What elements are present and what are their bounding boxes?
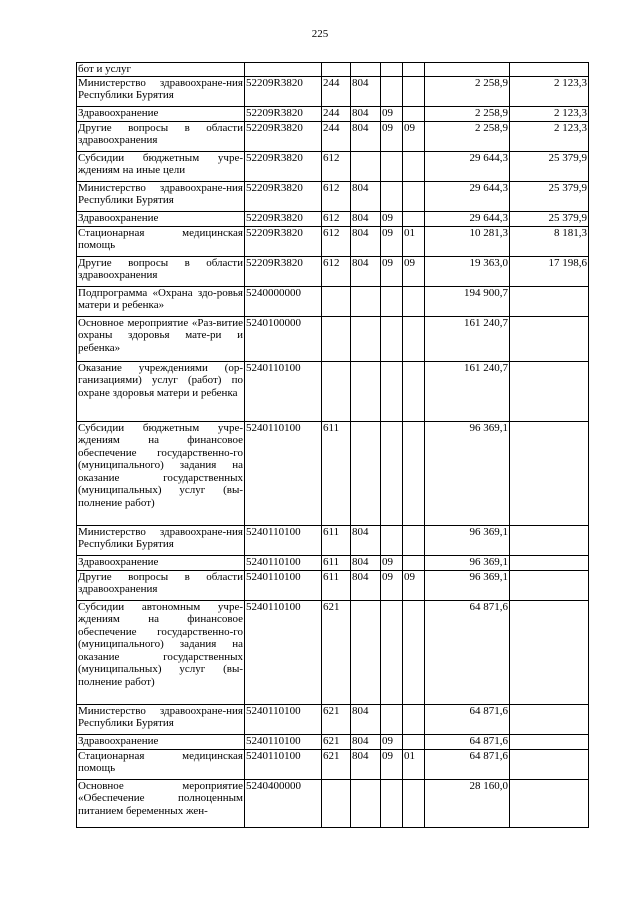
subsection-cell	[403, 421, 425, 525]
ministry-code-cell: 804	[351, 704, 381, 734]
table-row	[77, 76, 589, 106]
amount-year2-cell	[510, 316, 589, 361]
table-row	[77, 286, 589, 316]
row-name-cell: Субсидии автономным учре-ждениям на финансовое обеспечение государственно-го (муниципального) задания на оказание государственных (муниципальных) услуг (вы-полнение работ)	[77, 600, 245, 704]
ministry-code-cell: 804	[351, 211, 381, 226]
row-name-cell: Субсидии бюджетным учре-ждениям на финансовое обеспечение государственно-го (муниципального) задания на оказание государственных (муниципальных) услуг (вы-полнение работ)	[77, 421, 245, 525]
ministry-code-cell	[351, 421, 381, 525]
expense-type-cell: 612	[322, 211, 351, 226]
amount-year1-cell: 96 369,1	[425, 421, 510, 525]
amount-year2-cell	[510, 361, 589, 421]
row-name-cell: Основное мероприятие «Обеспечение полноценным питанием беременных жен-	[77, 779, 245, 827]
row-name-cell: Другие вопросы в области здравоохранения	[77, 570, 245, 600]
row-name-cell: Стационарная медицинская помощь	[77, 749, 245, 779]
target-article-code-cell: 52209R3820	[245, 121, 322, 151]
table-row	[77, 106, 589, 121]
amount-year2-cell	[510, 63, 589, 77]
target-article-code-cell: 5240100000	[245, 316, 322, 361]
ministry-code-cell: 804	[351, 525, 381, 555]
row-name-cell: Здравоохранение	[77, 106, 245, 121]
expense-type-cell: 621	[322, 704, 351, 734]
section-cell: 09	[381, 211, 403, 226]
amount-year1-cell: 194 900,7	[425, 286, 510, 316]
table-row	[77, 316, 589, 361]
expense-type-cell: 244	[322, 106, 351, 121]
table-row	[77, 704, 589, 734]
target-article-code-cell: 5240110100	[245, 704, 322, 734]
expense-type-cell: 611	[322, 421, 351, 525]
table-row	[77, 181, 589, 211]
row-name-cell: Министерство здравоохране-ния Республики Бурятия	[77, 704, 245, 734]
expense-type-cell: 244	[322, 76, 351, 106]
row-name-cell: Основное мероприятие «Раз-витие охраны здоровья мате-ри и ребенка»	[77, 316, 245, 361]
amount-year2-cell: 25 379,9	[510, 151, 589, 181]
section-cell: 09	[381, 106, 403, 121]
target-article-code-cell: 5240400000	[245, 779, 322, 827]
subsection-cell: 01	[403, 749, 425, 779]
table-row	[77, 63, 589, 77]
target-article-code-cell: 5240110100	[245, 525, 322, 555]
subsection-cell	[403, 286, 425, 316]
amount-year1-cell: 64 871,6	[425, 600, 510, 704]
table-row	[77, 749, 589, 779]
subsection-cell	[403, 211, 425, 226]
amount-year2-cell	[510, 421, 589, 525]
page-number: 225	[311, 28, 329, 40]
target-article-code-cell: 52209R3820	[245, 106, 322, 121]
section-cell	[381, 600, 403, 704]
row-name-cell: бот и услуг	[77, 63, 245, 77]
amount-year2-cell	[510, 286, 589, 316]
table-row	[77, 734, 589, 749]
ministry-code-cell: 804	[351, 555, 381, 570]
subsection-cell	[403, 600, 425, 704]
amount-year1-cell: 10 281,3	[425, 226, 510, 256]
subsection-cell: 09	[403, 256, 425, 286]
subsection-cell	[403, 151, 425, 181]
amount-year1-cell: 29 644,3	[425, 181, 510, 211]
subsection-cell	[403, 361, 425, 421]
section-cell: 09	[381, 734, 403, 749]
target-article-code-cell: 52209R3820	[245, 181, 322, 211]
amount-year2-cell	[510, 525, 589, 555]
expense-type-cell: 621	[322, 734, 351, 749]
amount-year1-cell: 64 871,6	[425, 734, 510, 749]
amount-year1-cell: 96 369,1	[425, 570, 510, 600]
subsection-cell	[403, 779, 425, 827]
table-row	[77, 555, 589, 570]
section-cell: 09	[381, 226, 403, 256]
subsection-cell	[403, 181, 425, 211]
subsection-cell	[403, 63, 425, 77]
target-article-code-cell: 52209R3820	[245, 226, 322, 256]
row-name-cell: Другие вопросы в области здравоохранения	[77, 256, 245, 286]
row-name-cell: Оказание учреждениями (ор-ганизациями) услуг (работ) по охране здоровья матери и ребенка	[77, 361, 245, 421]
table-row	[77, 779, 589, 827]
amount-year2-cell: 17 198,6	[510, 256, 589, 286]
section-cell	[381, 181, 403, 211]
expense-type-cell	[322, 779, 351, 827]
amount-year2-cell	[510, 570, 589, 600]
table-row	[77, 121, 589, 151]
amount-year2-cell: 2 123,3	[510, 76, 589, 106]
section-cell	[381, 76, 403, 106]
subsection-cell	[403, 76, 425, 106]
section-cell	[381, 525, 403, 555]
target-article-code-cell: 5240110100	[245, 421, 322, 525]
subsection-cell	[403, 316, 425, 361]
ministry-code-cell	[351, 779, 381, 827]
expense-type-cell	[322, 63, 351, 77]
target-article-code-cell: 5240000000	[245, 286, 322, 316]
amount-year1-cell: 29 644,3	[425, 151, 510, 181]
ministry-code-cell: 804	[351, 226, 381, 256]
amount-year2-cell: 8 181,3	[510, 226, 589, 256]
section-cell	[381, 316, 403, 361]
row-name-cell: Здравоохранение	[77, 734, 245, 749]
section-cell: 09	[381, 121, 403, 151]
row-name-cell: Министерство здравоохране-ния Республики Бурятия	[77, 181, 245, 211]
table-row	[77, 361, 589, 421]
ministry-code-cell: 804	[351, 256, 381, 286]
amount-year2-cell	[510, 600, 589, 704]
section-cell: 09	[381, 555, 403, 570]
subsection-cell	[403, 525, 425, 555]
row-name-cell: Министерство здравоохране-ния Республики Бурятия	[77, 525, 245, 555]
ministry-code-cell: 804	[351, 121, 381, 151]
ministry-code-cell	[351, 286, 381, 316]
amount-year1-cell: 2 258,9	[425, 121, 510, 151]
amount-year2-cell: 2 123,3	[510, 106, 589, 121]
amount-year2-cell	[510, 749, 589, 779]
amount-year1-cell: 96 369,1	[425, 555, 510, 570]
ministry-code-cell: 804	[351, 734, 381, 749]
ministry-code-cell	[351, 151, 381, 181]
ministry-code-cell	[351, 63, 381, 77]
amount-year2-cell	[510, 704, 589, 734]
ministry-code-cell: 804	[351, 749, 381, 779]
subsection-cell: 09	[403, 121, 425, 151]
section-cell: 09	[381, 749, 403, 779]
section-cell: 09	[381, 570, 403, 600]
section-cell	[381, 286, 403, 316]
ministry-code-cell: 804	[351, 570, 381, 600]
row-name-cell: Здравоохранение	[77, 555, 245, 570]
section-cell: 09	[381, 256, 403, 286]
amount-year1-cell: 2 258,9	[425, 76, 510, 106]
target-article-code-cell: 5240110100	[245, 734, 322, 749]
amount-year2-cell	[510, 734, 589, 749]
amount-year1-cell: 161 240,7	[425, 361, 510, 421]
row-name-cell: Субсидии бюджетным учре-ждениям на иные цели	[77, 151, 245, 181]
target-article-code-cell: 5240110100	[245, 555, 322, 570]
amount-year2-cell: 2 123,3	[510, 121, 589, 151]
expense-type-cell: 621	[322, 600, 351, 704]
ministry-code-cell	[351, 316, 381, 361]
table-row	[77, 525, 589, 555]
amount-year1-cell	[425, 63, 510, 77]
subsection-cell: 01	[403, 226, 425, 256]
amount-year1-cell: 28 160,0	[425, 779, 510, 827]
expense-type-cell: 621	[322, 749, 351, 779]
target-article-code-cell: 5240110100	[245, 749, 322, 779]
table-body	[77, 63, 589, 828]
table-row	[77, 570, 589, 600]
ministry-code-cell	[351, 361, 381, 421]
section-cell	[381, 151, 403, 181]
subsection-cell	[403, 106, 425, 121]
amount-year1-cell: 64 871,6	[425, 749, 510, 779]
target-article-code-cell: 52209R3820	[245, 211, 322, 226]
expense-type-cell: 612	[322, 226, 351, 256]
amount-year1-cell: 29 644,3	[425, 211, 510, 226]
ministry-code-cell: 804	[351, 106, 381, 121]
table-row	[77, 600, 589, 704]
expense-type-cell: 611	[322, 525, 351, 555]
amount-year2-cell	[510, 779, 589, 827]
section-cell	[381, 421, 403, 525]
target-article-code-cell: 5240110100	[245, 361, 322, 421]
amount-year1-cell: 96 369,1	[425, 525, 510, 555]
expense-type-cell	[322, 361, 351, 421]
ministry-code-cell: 804	[351, 181, 381, 211]
target-article-code-cell: 5240110100	[245, 600, 322, 704]
row-name-cell: Другие вопросы в области здравоохранения	[77, 121, 245, 151]
amount-year2-cell: 25 379,9	[510, 181, 589, 211]
table-row	[77, 211, 589, 226]
section-cell	[381, 63, 403, 77]
target-article-code-cell	[245, 63, 322, 77]
subsection-cell: 09	[403, 570, 425, 600]
amount-year2-cell: 25 379,9	[510, 211, 589, 226]
expense-type-cell: 612	[322, 151, 351, 181]
section-cell	[381, 361, 403, 421]
budget-table	[76, 62, 589, 828]
row-name-cell: Министерство здравоохране-ния Республики Бурятия	[77, 76, 245, 106]
target-article-code-cell: 5240110100	[245, 570, 322, 600]
expense-type-cell	[322, 286, 351, 316]
amount-year1-cell: 2 258,9	[425, 106, 510, 121]
table-row	[77, 256, 589, 286]
amount-year2-cell	[510, 555, 589, 570]
row-name-cell: Здравоохранение	[77, 211, 245, 226]
amount-year1-cell: 161 240,7	[425, 316, 510, 361]
table-row	[77, 151, 589, 181]
expense-type-cell: 611	[322, 570, 351, 600]
target-article-code-cell: 52209R3820	[245, 76, 322, 106]
amount-year1-cell: 64 871,6	[425, 704, 510, 734]
target-article-code-cell: 52209R3820	[245, 151, 322, 181]
section-cell	[381, 704, 403, 734]
amount-year1-cell: 19 363,0	[425, 256, 510, 286]
expense-type-cell: 612	[322, 256, 351, 286]
table-row	[77, 226, 589, 256]
expense-type-cell: 611	[322, 555, 351, 570]
row-name-cell: Стационарная медицинская помощь	[77, 226, 245, 256]
expense-type-cell: 612	[322, 181, 351, 211]
row-name-cell: Подпрограмма «Охрана здо-ровья матери и ребенка»	[77, 286, 245, 316]
section-cell	[381, 779, 403, 827]
ministry-code-cell: 804	[351, 76, 381, 106]
ministry-code-cell	[351, 600, 381, 704]
expense-type-cell: 244	[322, 121, 351, 151]
subsection-cell	[403, 704, 425, 734]
subsection-cell	[403, 734, 425, 749]
subsection-cell	[403, 555, 425, 570]
target-article-code-cell: 52209R3820	[245, 256, 322, 286]
expense-type-cell	[322, 316, 351, 361]
table-row	[77, 421, 589, 525]
